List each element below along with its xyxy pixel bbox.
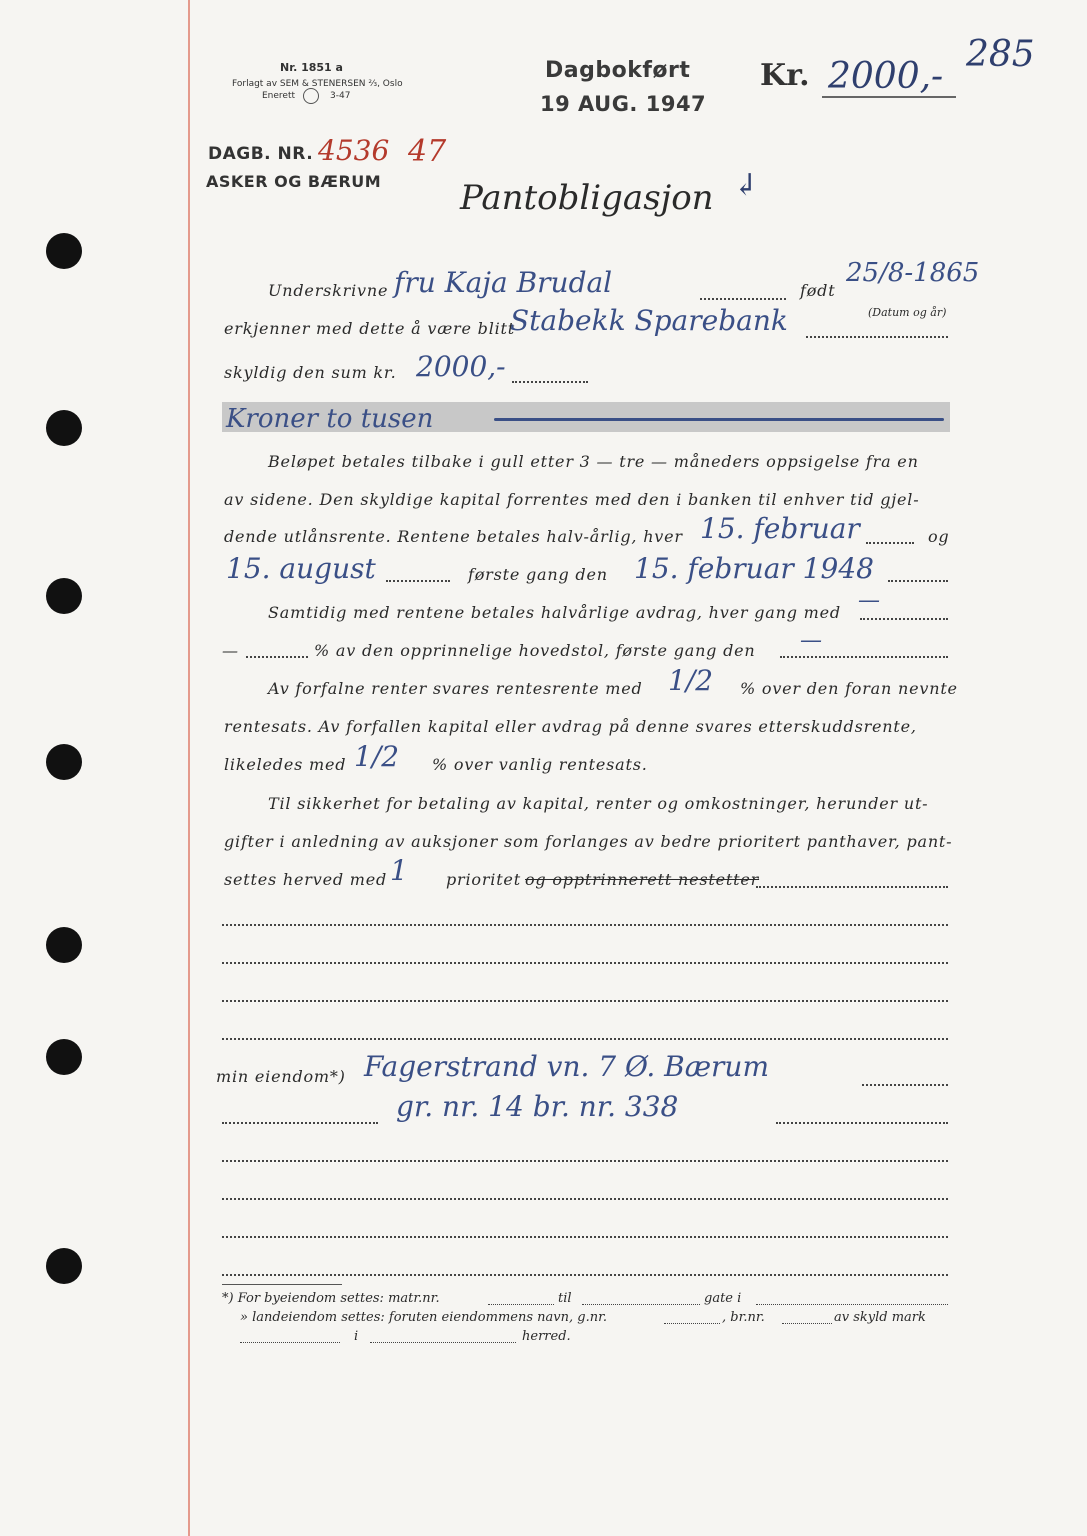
property-numbers: gr. nr. 14 br. nr. 338 [396, 1090, 679, 1123]
office-stamp: ASKER OG BÆRUM [206, 172, 382, 191]
property-address: Fagerstrand vn. 7 Ø. Bærum [364, 1050, 770, 1083]
body-line-6-dash: — [222, 641, 239, 660]
compound-rate: 1/2 [668, 664, 714, 697]
priority-value: 1 [390, 854, 408, 887]
struck-text: og opptrinnerett nestetter [525, 870, 760, 889]
margin-line [188, 0, 190, 1536]
skyldig-label: skyldig den sum kr. [224, 363, 397, 382]
installment-value: — [858, 588, 880, 613]
body-line-10: Til sikkerhet for betaling av kapital, renter og omkostninger, herunder ut- [268, 794, 929, 813]
footnote-herred: herred. [522, 1329, 571, 1344]
body-line-8: rentesats. Av forfallen kapital eller avdrag på denne svares etterskuddsrente, [224, 717, 917, 736]
publisher-logo-icon [303, 88, 319, 104]
footnote-line-1: *) For byeiendom settes: matr.nr. [222, 1291, 440, 1306]
eiendom-label: min eiendom*) [216, 1067, 346, 1086]
publisher-enerett: Enerett [262, 91, 296, 101]
fodt-value: 25/8-1865 [846, 258, 980, 288]
erkjenner-label: erkjenner med dette å være blitt [224, 319, 515, 338]
page-number: 285 [966, 34, 1035, 75]
fodt-label: født [800, 281, 836, 300]
body-line-9-b: % over vanlig rentesats. [432, 755, 648, 774]
body-line-12-b: prioritet [446, 870, 521, 889]
footnote-skyld: av skyld mark [834, 1310, 926, 1325]
body-line-6: % av den opprinnelige hovedstol, første gang den [314, 641, 756, 660]
body-line-3: dende utlånsrente. Rentene betales halv-årlig, hver [224, 527, 683, 546]
datum-label: (Datum og år) [868, 306, 947, 319]
title-mark-icon: ↲ [733, 168, 759, 203]
body-line-12: settes herved med [224, 870, 388, 889]
interest-date-1: 15. februar [700, 512, 860, 545]
kr-amount: 2000,- [828, 56, 944, 97]
punch-hole-icon [46, 233, 82, 269]
underskrivne-value: fru Kaja Brudal [394, 266, 613, 299]
kr-label: Kr. [760, 58, 810, 93]
dagbokfort-stamp: Dagbokført [545, 58, 691, 83]
body-line-7-b: % over den foran nevnte [740, 679, 958, 698]
body-line-1: Beløpet betales tilbake i gull etter 3 — tre — måneders oppsigelse fra en [268, 452, 919, 471]
creditor-value: Stabekk Sparebank [510, 304, 788, 337]
form-number: Nr. 1851 a [280, 61, 343, 74]
footnote-i: i [354, 1329, 359, 1344]
punch-hole-icon [46, 410, 82, 446]
body-line-11: gifter i anledning av auksjoner som forlanges av bedre prioritert panthaver, pant- [224, 832, 953, 851]
first-interest-date: 15. februar 1948 [634, 552, 874, 585]
body-line-9: likeledes med [224, 755, 347, 774]
sum-value: 2000,- [416, 350, 506, 383]
footnote-gate: gate i [704, 1291, 742, 1306]
dagb-label: DAGB. NR. [208, 144, 314, 164]
punch-hole-icon [46, 1248, 82, 1284]
interest-date-2: 15. august [226, 552, 376, 585]
overdue-rate: 1/2 [354, 740, 400, 773]
dagb-suffix: 47 [408, 134, 447, 169]
underskrivne-label: Underskrivne [268, 281, 389, 300]
body-line-3-og: og [928, 527, 950, 546]
footnote-til: til [558, 1291, 572, 1306]
publisher-line: Forlagt av SEM & STENERSEN ⅔, Oslo [232, 79, 403, 89]
amount-words: Kroner to tusen [226, 404, 434, 434]
first-installment-value: — [800, 628, 822, 653]
footnote-rule [222, 1284, 342, 1285]
footnote-brnr: , br.nr. [722, 1310, 765, 1325]
body-line-4: første gang den [468, 565, 608, 584]
dagb-number: 4536 [318, 134, 390, 167]
punch-hole-icon [46, 1039, 82, 1075]
stamp-date: 19 AUG. 1947 [540, 92, 707, 116]
punch-hole-icon [46, 744, 82, 780]
publisher-date: 3-47 [330, 91, 351, 101]
amount-line [494, 418, 944, 421]
body-line-5: Samtidig med rentene betales halvårlige avdrag, hver gang med [268, 603, 841, 622]
footnote-line-2: » landeiendom settes: foruten eiendommens navn, g.nr. [240, 1310, 607, 1325]
punch-hole-icon [46, 927, 82, 963]
punch-hole-icon [46, 578, 82, 614]
document-title: Pantobligasjon [460, 178, 714, 218]
body-line-2: av sidene. Den skyldige kapital forrentes med den i banken til enhver tid gjel- [224, 490, 920, 509]
body-line-7: Av forfalne renter svares rentesrente med [268, 679, 643, 698]
